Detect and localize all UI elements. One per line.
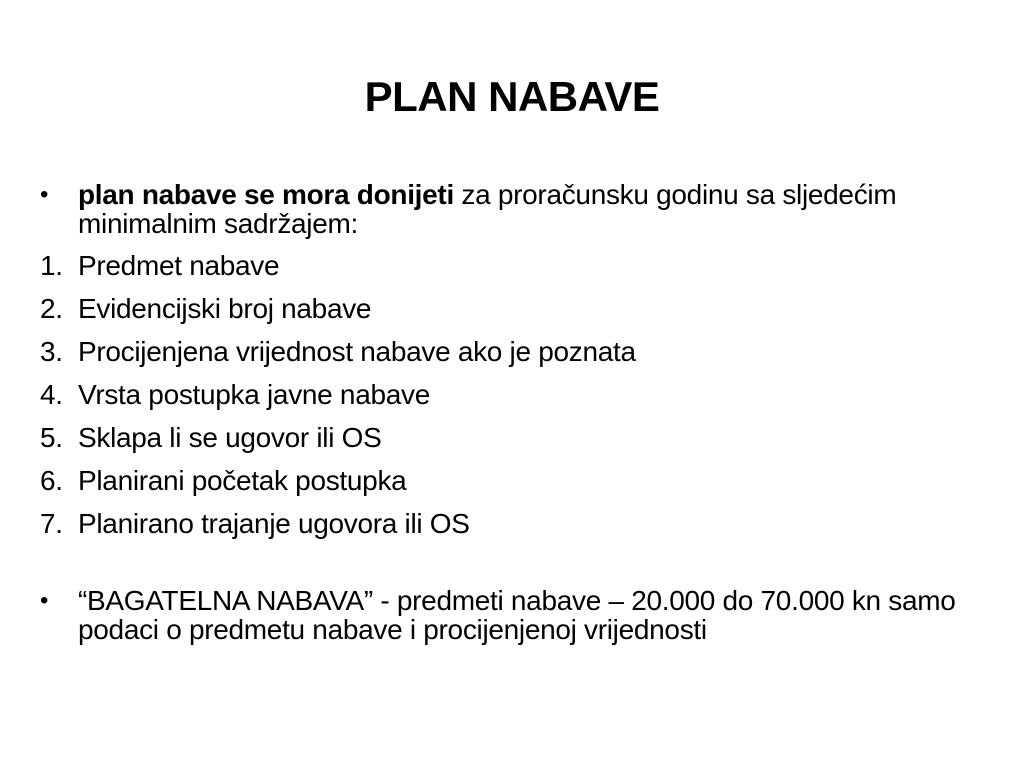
bullet-item-bagatelna (40, 586, 990, 644)
list-item-text: Predmet nabave (78, 250, 280, 281)
list-item-number: 4. (40, 379, 63, 410)
list-item (40, 294, 990, 337)
list-item-text: Procijenjena vrijednost nabave ako je poznata (78, 336, 636, 367)
list-item (40, 380, 990, 423)
bullet-item-plan (40, 180, 990, 238)
bullet-bold-text: plan nabave se mora donijeti (78, 179, 454, 210)
slide-body (40, 180, 990, 644)
list-item-text: Vrsta postupka javne nabave (78, 379, 430, 410)
bullet-rest-text: za proračunsku godinu sa sljedećim minimalnim sadržajem: (78, 179, 897, 239)
bullet-icon: • (40, 181, 49, 208)
list-item-number: 2. (40, 293, 63, 324)
list-item-number: 5. (40, 422, 63, 453)
list-item-number: 1. (40, 250, 63, 281)
slide-title: PLAN NABAVE (364, 73, 660, 120)
list-item (40, 509, 990, 552)
numbered-list (40, 251, 990, 552)
bullet-icon: • (40, 587, 49, 614)
list-item-number: 7. (40, 508, 63, 539)
list-item-text: Sklapa li se ugovor ili OS (78, 422, 382, 453)
list-item (40, 251, 990, 294)
list-item (40, 423, 990, 466)
list-item-number: 3. (40, 336, 63, 367)
list-item-text: Evidencijski broj nabave (78, 293, 372, 324)
list-item-number: 6. (40, 465, 63, 496)
bullet-text: “BAGATELNA NABAVA” - predmeti nabave – 20.000 do 70.000 kn samo podaci o predmetu nabave i procijenjenoj vrijednosti (78, 585, 956, 645)
list-item-text: Planirano trajanje ugovora ili OS (78, 508, 470, 539)
list-item (40, 466, 990, 509)
list-item-text: Planirani početak postupka (78, 465, 407, 496)
bullet-text (78, 180, 990, 238)
list-item (40, 337, 990, 380)
